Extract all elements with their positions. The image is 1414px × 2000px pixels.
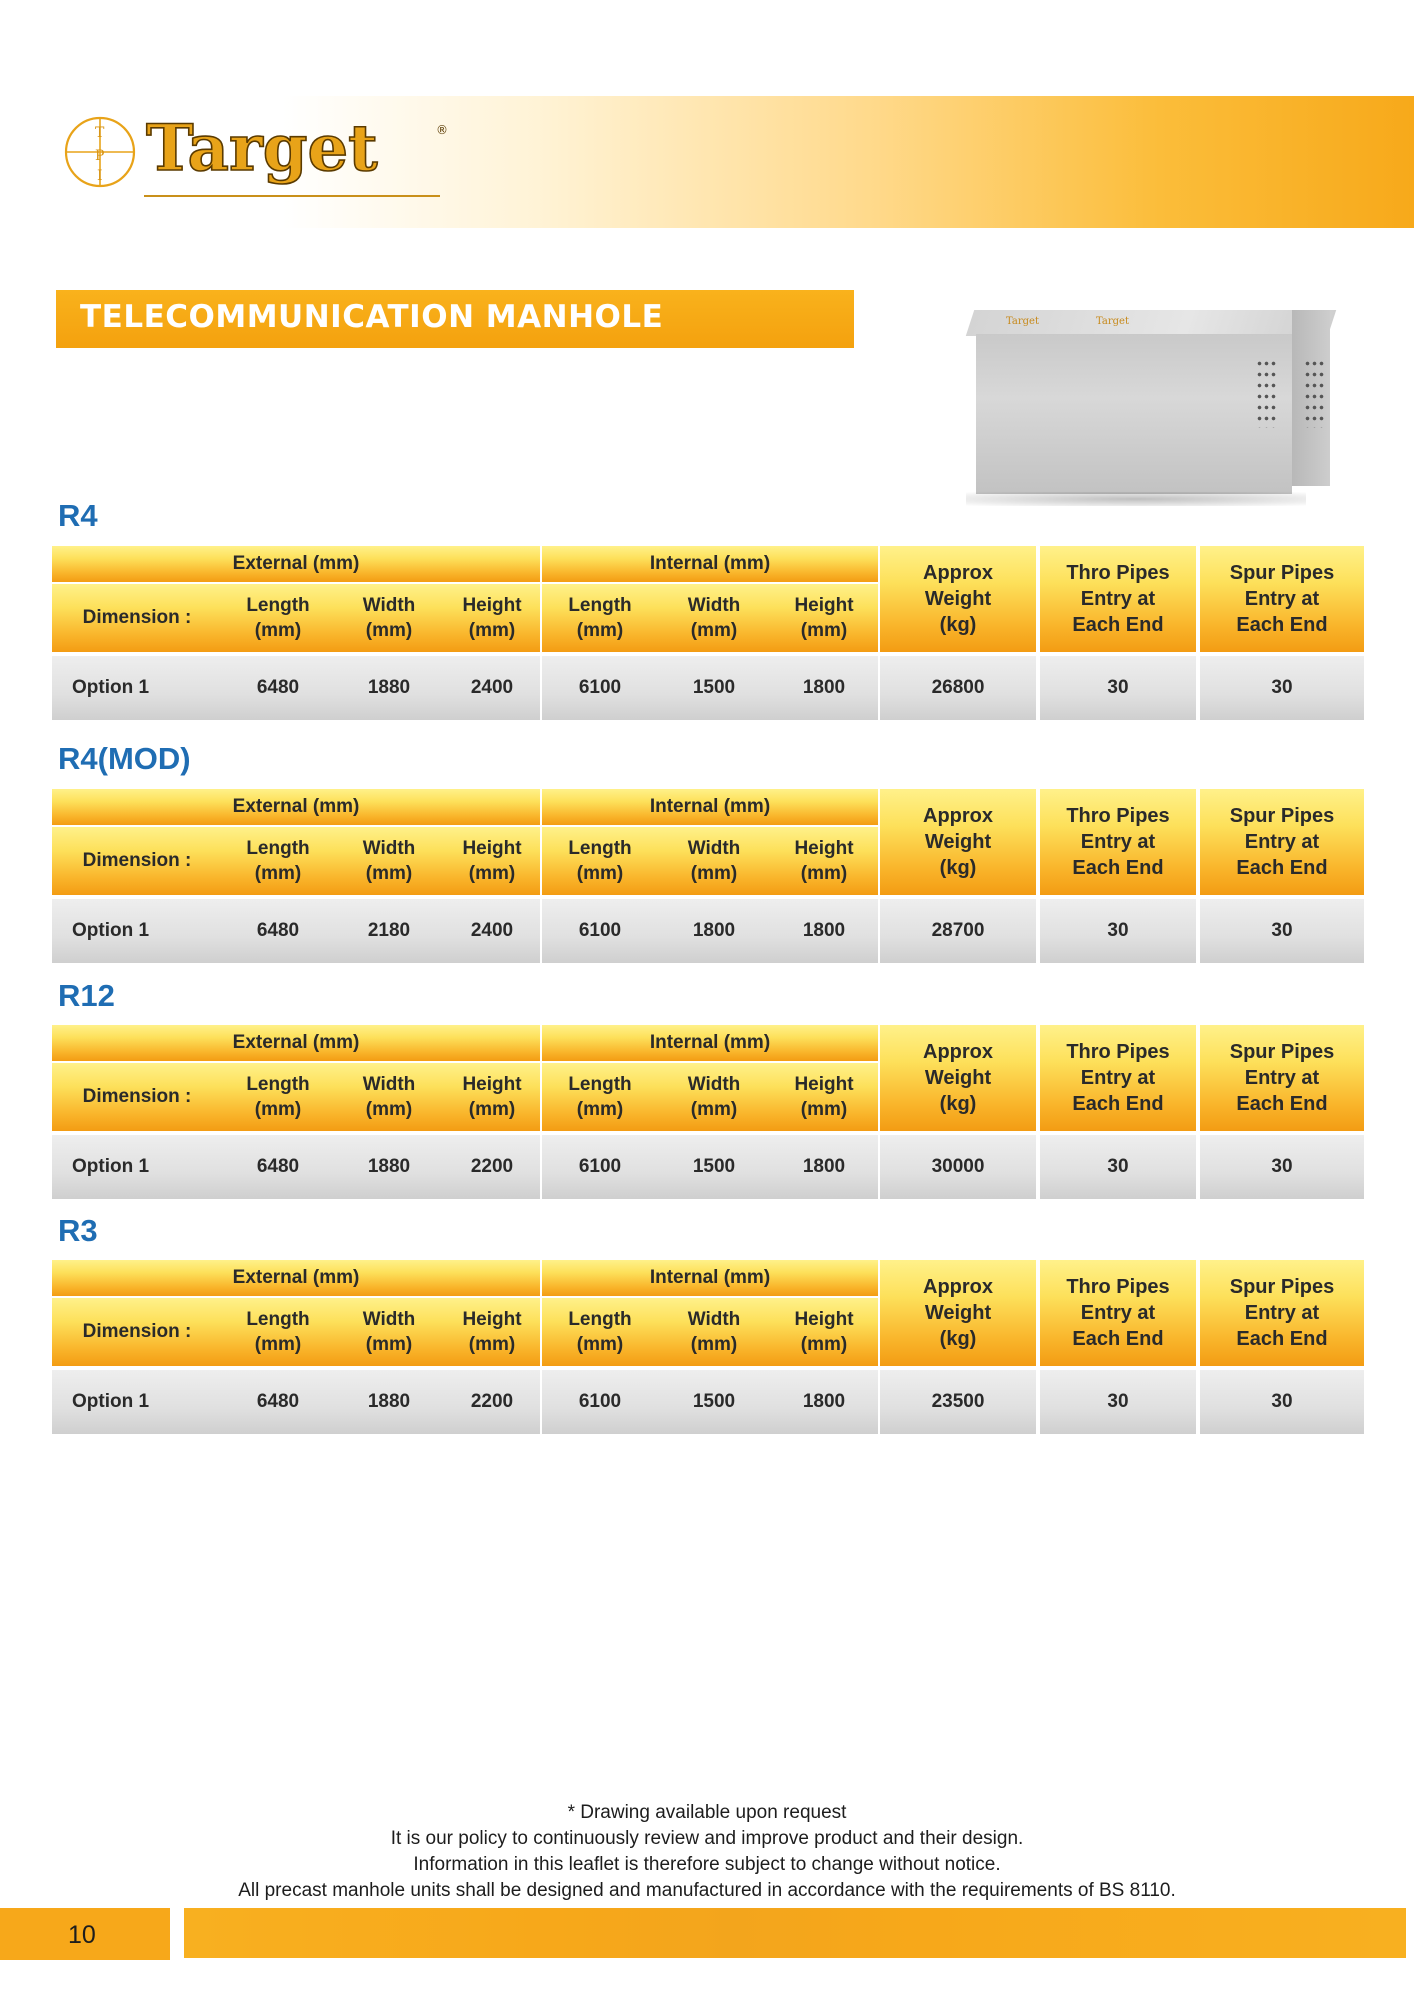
external-header: External (mm) bbox=[52, 789, 540, 825]
weight-header-line: Approx bbox=[923, 1041, 993, 1063]
ext-height-header-line: Height bbox=[462, 595, 522, 616]
spur-pipes-header-lines bbox=[1230, 803, 1334, 881]
option-label: Option 1 bbox=[72, 1391, 150, 1412]
manhole-front bbox=[976, 334, 1292, 494]
ext-height-header-line: Height bbox=[462, 1309, 522, 1330]
option-label: Option 1 bbox=[72, 920, 150, 941]
ext-length-header bbox=[222, 1063, 334, 1131]
spur-pipes-header-line: Spur Pipes bbox=[1229, 1276, 1335, 1298]
svg-text:T: T bbox=[95, 125, 105, 141]
ext-height-value: 2200 bbox=[470, 1391, 514, 1412]
dimension-header: Dimension : bbox=[52, 827, 222, 895]
thro-pipes-header-line: Each End bbox=[1072, 1093, 1164, 1115]
ext-height-header-line: (mm) bbox=[468, 863, 516, 884]
spur-pipes-header bbox=[1200, 789, 1364, 895]
thro-pipes-header bbox=[1040, 789, 1196, 895]
int-height-header bbox=[770, 584, 878, 652]
ext-width-header-line: Width bbox=[362, 1074, 416, 1095]
weight-header bbox=[880, 1025, 1036, 1131]
int-length-header bbox=[542, 1298, 658, 1366]
weight-header-line: Weight bbox=[924, 588, 992, 610]
thro-pipes-header-lines bbox=[1066, 1039, 1169, 1117]
int-height-header-lines bbox=[794, 593, 853, 643]
spur-pipes-header-line: Spur Pipes bbox=[1229, 562, 1335, 584]
int-height-header-lines bbox=[794, 1307, 853, 1357]
thro-pipes-header-lines bbox=[1066, 1274, 1169, 1352]
int-width-value: 1500 bbox=[692, 1156, 736, 1177]
int-width-header-line: Width bbox=[687, 838, 741, 859]
spur-pipes-header-line: Each End bbox=[1236, 1093, 1328, 1115]
external-header: External (mm) bbox=[52, 1260, 540, 1296]
ext-height-header-line: (mm) bbox=[468, 620, 516, 641]
spur-pipes-header-line: Spur Pipes bbox=[1229, 1041, 1335, 1063]
ext-length-header-lines bbox=[246, 836, 309, 886]
dimension-header: Dimension : bbox=[52, 1298, 222, 1366]
ext-width-header bbox=[334, 827, 444, 895]
spur-pipes-header-line: Entry at bbox=[1244, 831, 1320, 853]
weight-header-line: (kg) bbox=[939, 614, 977, 636]
thro-pipes-value: 30 bbox=[1040, 1135, 1196, 1199]
weight-header-line: Approx bbox=[923, 1276, 993, 1298]
thro-pipes-header-lines bbox=[1066, 803, 1169, 881]
int-height-header bbox=[770, 1298, 878, 1366]
thro-pipes-header-line: Thro Pipes bbox=[1066, 1041, 1170, 1063]
weight-value: 26800 bbox=[880, 656, 1036, 720]
weight-header-line: (kg) bbox=[939, 1328, 977, 1350]
thro-pipes-header-line: Thro Pipes bbox=[1066, 805, 1170, 827]
int-width-header-lines bbox=[688, 1307, 741, 1357]
external-header: External (mm) bbox=[52, 1025, 540, 1061]
weight-header-line: (kg) bbox=[939, 857, 977, 879]
weight-header-line: Weight bbox=[924, 1067, 992, 1089]
ext-width-header-lines bbox=[363, 1307, 416, 1357]
int-length-header-lines bbox=[568, 1307, 631, 1357]
manhole-label: Target bbox=[1096, 316, 1129, 327]
weight-header-lines bbox=[923, 1274, 993, 1352]
thro-pipes-value: 30 bbox=[1040, 656, 1196, 720]
int-height-header-line: Height bbox=[794, 838, 854, 859]
ext-length-header-line: (mm) bbox=[254, 620, 302, 641]
spur-pipes-header-lines bbox=[1230, 1274, 1334, 1352]
int-height-header-line: (mm) bbox=[800, 1099, 848, 1120]
ext-height-header-lines bbox=[462, 1072, 521, 1122]
weight-header bbox=[880, 546, 1036, 652]
int-length-header bbox=[542, 584, 658, 652]
weight-value: 30000 bbox=[880, 1135, 1036, 1199]
option-label: Option 1 bbox=[72, 677, 150, 698]
spur-pipes-header-line: Entry at bbox=[1244, 1067, 1320, 1089]
option-label: Option 1 bbox=[72, 1156, 150, 1177]
thro-pipes-header-line: Entry at bbox=[1080, 1302, 1156, 1324]
weight-header bbox=[880, 789, 1036, 895]
pipe-holes-left bbox=[1256, 358, 1278, 428]
svg-text:®: ® bbox=[436, 123, 448, 137]
int-length-header-lines bbox=[568, 1072, 631, 1122]
ext-length-header-lines bbox=[246, 1307, 309, 1357]
ext-height-value: 2400 bbox=[470, 920, 514, 941]
int-width-value: 1500 bbox=[692, 677, 736, 698]
note-line: All precast manhole units shall be designed and manufactured in accordance with the requirements of BS 8110. bbox=[238, 1880, 1176, 1901]
int-width-header-line: (mm) bbox=[690, 620, 738, 641]
thro-pipes-header bbox=[1040, 546, 1196, 652]
footer-bar bbox=[184, 1908, 1406, 1958]
ext-width-header-lines bbox=[363, 836, 416, 886]
page-number: 10 bbox=[68, 1921, 96, 1949]
ext-height-header-lines bbox=[462, 836, 521, 886]
ext-height-header-line: Height bbox=[462, 1074, 522, 1095]
ext-length-value: 6480 bbox=[256, 1156, 300, 1177]
weight-header-line: Approx bbox=[923, 805, 993, 827]
int-height-header-lines bbox=[794, 836, 853, 886]
note-line: It is our policy to continuously review and improve product and their design. bbox=[390, 1828, 1024, 1849]
ext-length-header-line: (mm) bbox=[254, 1334, 302, 1355]
ext-width-value: 1880 bbox=[367, 677, 411, 698]
int-width-header-lines bbox=[688, 836, 741, 886]
spur-pipes-value: 30 bbox=[1200, 1370, 1364, 1434]
spur-pipes-header-line: Each End bbox=[1236, 614, 1328, 636]
thro-pipes-header-line: Each End bbox=[1072, 857, 1164, 879]
int-width-header-line: (mm) bbox=[690, 1334, 738, 1355]
spur-pipes-header bbox=[1200, 546, 1364, 652]
ext-height-header-line: Height bbox=[462, 838, 522, 859]
svg-text:P: P bbox=[95, 148, 105, 164]
spur-pipes-header-lines bbox=[1230, 560, 1334, 638]
int-length-header bbox=[542, 827, 658, 895]
int-length-header-line: (mm) bbox=[576, 620, 624, 641]
int-width-header bbox=[658, 584, 770, 652]
ext-length-value: 6480 bbox=[256, 1391, 300, 1412]
svg-text:I: I bbox=[97, 168, 103, 184]
ext-length-header-line: (mm) bbox=[254, 863, 302, 884]
int-length-header-line: (mm) bbox=[576, 1334, 624, 1355]
section-banner bbox=[56, 290, 854, 348]
internal-header: Internal (mm) bbox=[542, 1260, 878, 1296]
int-length-header-line: Length bbox=[568, 595, 632, 616]
ext-width-header bbox=[334, 1298, 444, 1366]
int-height-header-lines bbox=[794, 1072, 853, 1122]
int-length-value: 6100 bbox=[578, 677, 622, 698]
ext-width-header-line: (mm) bbox=[365, 1099, 413, 1120]
section-r4-title: R4 bbox=[58, 498, 98, 533]
spur-pipes-header bbox=[1200, 1260, 1364, 1366]
spur-pipes-header-line: Spur Pipes bbox=[1229, 805, 1335, 827]
int-length-header-line: Length bbox=[568, 1309, 632, 1330]
ext-length-header-line: Length bbox=[246, 1074, 310, 1095]
ext-height-value: 2400 bbox=[470, 677, 514, 698]
dimension-header: Dimension : bbox=[52, 1063, 222, 1131]
spur-pipes-header-line: Entry at bbox=[1244, 588, 1320, 610]
int-width-header-line: Width bbox=[687, 1309, 741, 1330]
ext-length-header bbox=[222, 827, 334, 895]
ext-length-header bbox=[222, 584, 334, 652]
manhole-shadow bbox=[966, 492, 1306, 506]
thro-pipes-header-line: Thro Pipes bbox=[1066, 562, 1170, 584]
target-logo bbox=[62, 104, 462, 224]
ext-length-value: 6480 bbox=[256, 677, 300, 698]
thro-pipes-header-line: Each End bbox=[1072, 614, 1164, 636]
int-width-header-lines bbox=[688, 1072, 741, 1122]
int-length-header-line: (mm) bbox=[576, 1099, 624, 1120]
section-r4mod-title: R4(MOD) bbox=[58, 741, 191, 776]
int-height-header bbox=[770, 827, 878, 895]
ext-width-header-line: (mm) bbox=[365, 620, 413, 641]
ext-height-header-line: (mm) bbox=[468, 1334, 516, 1355]
int-width-header bbox=[658, 827, 770, 895]
int-length-value: 6100 bbox=[578, 1391, 622, 1412]
section-title: TELECOMMUNICATION MANHOLE bbox=[80, 299, 664, 335]
weight-value: 23500 bbox=[880, 1370, 1036, 1434]
spur-pipes-value: 30 bbox=[1200, 656, 1364, 720]
ext-length-header-line: Length bbox=[246, 595, 310, 616]
thro-pipes-value: 30 bbox=[1040, 1370, 1196, 1434]
int-width-header bbox=[658, 1298, 770, 1366]
int-length-header bbox=[542, 1063, 658, 1131]
weight-value: 28700 bbox=[880, 899, 1036, 963]
thro-pipes-header-lines bbox=[1066, 560, 1169, 638]
spur-pipes-header-line: Each End bbox=[1236, 857, 1328, 879]
int-width-value: 1500 bbox=[692, 1391, 736, 1412]
int-length-header-lines bbox=[568, 593, 631, 643]
footer-notes bbox=[0, 1800, 1414, 1904]
weight-header-line: Weight bbox=[924, 831, 992, 853]
ext-width-header-line: Width bbox=[362, 1309, 416, 1330]
manhole-label: Target bbox=[1006, 316, 1039, 327]
int-length-header-lines bbox=[568, 836, 631, 886]
int-height-value: 1800 bbox=[802, 677, 846, 698]
ext-width-header-lines bbox=[363, 1072, 416, 1122]
weight-header bbox=[880, 1260, 1036, 1366]
svg-text:Target: Target bbox=[146, 111, 378, 186]
pipe-holes-right bbox=[1304, 358, 1326, 428]
ext-width-header-line: (mm) bbox=[365, 863, 413, 884]
manhole-photo bbox=[966, 296, 1336, 510]
int-width-header-line: Width bbox=[687, 1074, 741, 1095]
ext-width-header bbox=[334, 1063, 444, 1131]
thro-pipes-header-line: Each End bbox=[1072, 1328, 1164, 1350]
ext-width-value: 1880 bbox=[367, 1391, 411, 1412]
ext-length-header-line: (mm) bbox=[254, 1099, 302, 1120]
section-r12-title: R12 bbox=[58, 978, 115, 1013]
int-length-value: 6100 bbox=[578, 920, 622, 941]
ext-width-header-lines bbox=[363, 593, 416, 643]
int-width-header-lines bbox=[688, 593, 741, 643]
note-line: * Drawing available upon request bbox=[567, 1802, 847, 1823]
int-height-header-line: (mm) bbox=[800, 863, 848, 884]
thro-pipes-header-line: Entry at bbox=[1080, 588, 1156, 610]
spur-pipes-value: 30 bbox=[1200, 1135, 1364, 1199]
thro-pipes-header bbox=[1040, 1025, 1196, 1131]
int-width-header-line: (mm) bbox=[690, 863, 738, 884]
int-length-header-line: Length bbox=[568, 1074, 632, 1095]
ext-width-header-line: (mm) bbox=[365, 1334, 413, 1355]
int-height-header bbox=[770, 1063, 878, 1131]
weight-header-line: Approx bbox=[923, 562, 993, 584]
ext-length-header-lines bbox=[246, 593, 309, 643]
ext-width-header-line: Width bbox=[362, 838, 416, 859]
note-line: Information in this leaflet is therefore subject to change without notice. bbox=[413, 1854, 1001, 1875]
spur-pipes-header-line: Each End bbox=[1236, 1328, 1328, 1350]
page-number-box bbox=[0, 1908, 170, 1960]
external-header: External (mm) bbox=[52, 546, 540, 582]
ext-height-header-lines bbox=[462, 593, 521, 643]
thro-pipes-header-line: Entry at bbox=[1080, 831, 1156, 853]
ext-height-header bbox=[444, 584, 540, 652]
ext-length-header-line: Length bbox=[246, 1309, 310, 1330]
ext-length-header-line: Length bbox=[246, 838, 310, 859]
weight-header-lines bbox=[923, 803, 993, 881]
int-height-header-line: (mm) bbox=[800, 1334, 848, 1355]
ext-length-value: 6480 bbox=[256, 920, 300, 941]
int-width-header-line: (mm) bbox=[690, 1099, 738, 1120]
thro-pipes-header-line: Thro Pipes bbox=[1066, 1276, 1170, 1298]
internal-header: Internal (mm) bbox=[542, 546, 878, 582]
thro-pipes-header bbox=[1040, 1260, 1196, 1366]
ext-length-header-lines bbox=[246, 1072, 309, 1122]
weight-header-lines bbox=[923, 560, 993, 638]
thro-pipes-header-line: Entry at bbox=[1080, 1067, 1156, 1089]
int-height-header-line: Height bbox=[794, 595, 854, 616]
ext-height-header bbox=[444, 1298, 540, 1366]
int-height-value: 1800 bbox=[802, 920, 846, 941]
int-length-value: 6100 bbox=[578, 1156, 622, 1177]
ext-height-header-line: (mm) bbox=[468, 1099, 516, 1120]
ext-height-header bbox=[444, 827, 540, 895]
ext-width-value: 2180 bbox=[367, 920, 411, 941]
weight-header-line: Weight bbox=[924, 1302, 992, 1324]
int-height-header-line: Height bbox=[794, 1309, 854, 1330]
int-width-header-line: Width bbox=[687, 595, 741, 616]
spur-pipes-value: 30 bbox=[1200, 899, 1364, 963]
weight-header-lines bbox=[923, 1039, 993, 1117]
int-length-header-line: (mm) bbox=[576, 863, 624, 884]
dimension-header: Dimension : bbox=[52, 584, 222, 652]
ext-length-header bbox=[222, 1298, 334, 1366]
int-height-value: 1800 bbox=[802, 1391, 846, 1412]
int-height-header-line: (mm) bbox=[800, 620, 848, 641]
internal-header: Internal (mm) bbox=[542, 789, 878, 825]
spur-pipes-header-lines bbox=[1230, 1039, 1334, 1117]
thro-pipes-value: 30 bbox=[1040, 899, 1196, 963]
spur-pipes-header-line: Entry at bbox=[1244, 1302, 1320, 1324]
int-width-header bbox=[658, 1063, 770, 1131]
ext-width-value: 1880 bbox=[367, 1156, 411, 1177]
ext-width-header bbox=[334, 584, 444, 652]
internal-header: Internal (mm) bbox=[542, 1025, 878, 1061]
ext-width-header-line: Width bbox=[362, 595, 416, 616]
int-width-value: 1800 bbox=[692, 920, 736, 941]
int-height-value: 1800 bbox=[802, 1156, 846, 1177]
ext-height-value: 2200 bbox=[470, 1156, 514, 1177]
weight-header-line: (kg) bbox=[939, 1093, 977, 1115]
spur-pipes-header bbox=[1200, 1025, 1364, 1131]
int-length-header-line: Length bbox=[568, 838, 632, 859]
ext-height-header bbox=[444, 1063, 540, 1131]
int-height-header-line: Height bbox=[794, 1074, 854, 1095]
section-r3-title: R3 bbox=[58, 1213, 98, 1248]
ext-height-header-lines bbox=[462, 1307, 521, 1357]
